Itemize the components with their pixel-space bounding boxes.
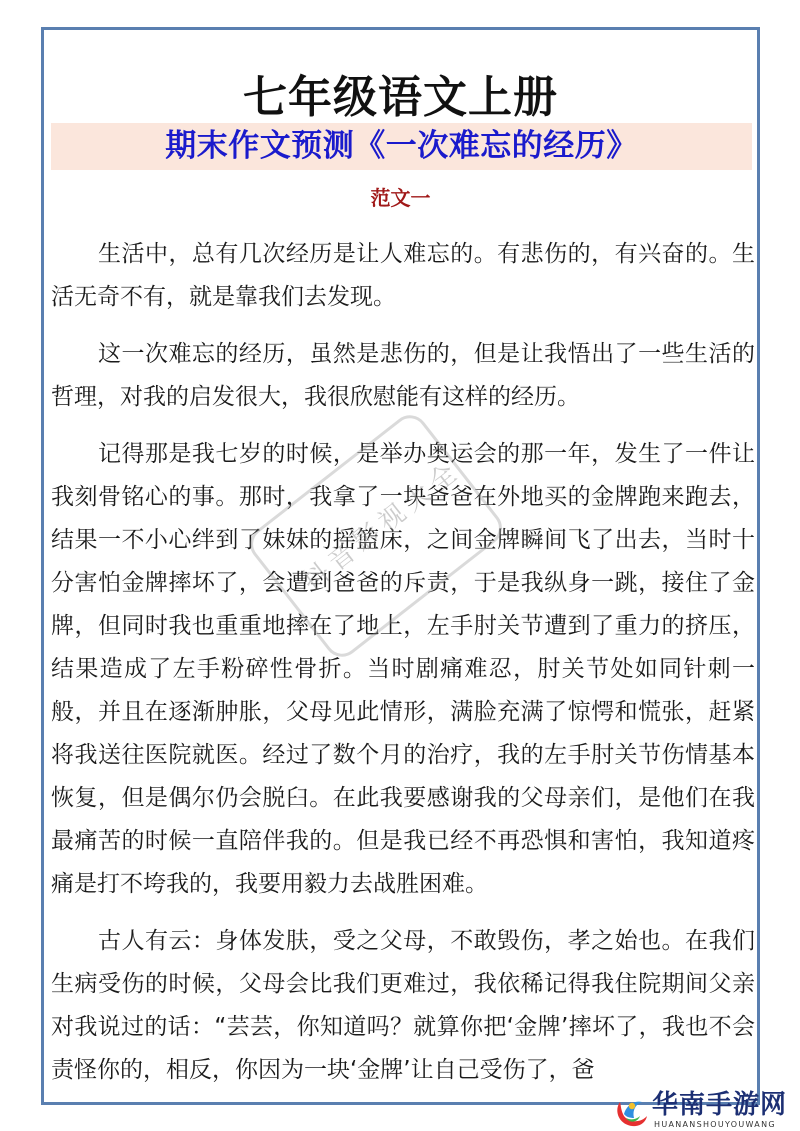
paragraph-2: 这一次难忘的经历，虽然是悲伤的，但是让我悟出了一些生活的哲理，对我的启发很大，我很欣慰能有这样的经历。	[51, 341, 755, 410]
section-label: 范文一	[370, 186, 431, 210]
paragraph-4: 古人有云：身体发肤，受之父母，不敢毁伤，孝之始也。在我们生病受伤的时候，父母会比我们更难过，我依稀记得我住院期间父亲对我说过的话：“芸芸，你知道吗？就算你把‘金牌’摔坏了，我也不会责怪你的，相反，你因为一块‘金牌’让自己受伤了，爸	[51, 928, 755, 1083]
paragraph-1: 生活中，总有几次经历是让人难忘的。有悲伤的，有兴奋的。生活无奇不有，就是靠我们去发现。	[51, 241, 755, 310]
document-title: 七年级语文上册	[243, 72, 558, 123]
watermark-text: 抖音影视大全	[297, 455, 468, 597]
paragraph-3: 记得那是我七岁的时候，是举办奥运会的那一年，发生了一件让我刻骨铭心的事。那时，我拿了一块爸爸在外地买的金牌跑来跑去，结果一不小心绊到了妹妹的摇篮床，之间金牌瞬间飞了出去，当时十分害怕金牌摔坏了，会遭到爸爸的斥责，于是我纵身一跳，接住了金牌，但同时我也重重地摔在了地上，左手肘关节遭到了重力的挤压，结果造成了左手粉碎性骨折。当时剧痛难忍，肘关节处如同针刺一般，并且在逐渐肿胀，父母见此情形，满脸充满了惊愕和慌张，赶紧将我送往医院就医。经过了数个月的治疗，我的左手肘关节伤情基本恢复，但是偶尔仍会脱臼。在此我要感谢我的父母亲们，是他们在我最痛苦的时候一直陪伴我的。但是我已经不再恐惧和害怕，我知道疼痛是打不垮我的，我要用毅力去战胜困难。	[51, 441, 755, 897]
brand-subtitle: HUANANSHOUYOUWANG	[654, 1120, 776, 1129]
document-subtitle: 期末作文预测《一次难忘的经历》	[165, 128, 638, 164]
brand-badge	[612, 1092, 800, 1131]
essay-body	[51, 233, 755, 1106]
swirl-logo-icon	[612, 1092, 650, 1130]
brand-name: 华南手游网	[652, 1090, 788, 1120]
subtitle-band	[51, 123, 752, 170]
document-frame	[41, 27, 760, 1105]
